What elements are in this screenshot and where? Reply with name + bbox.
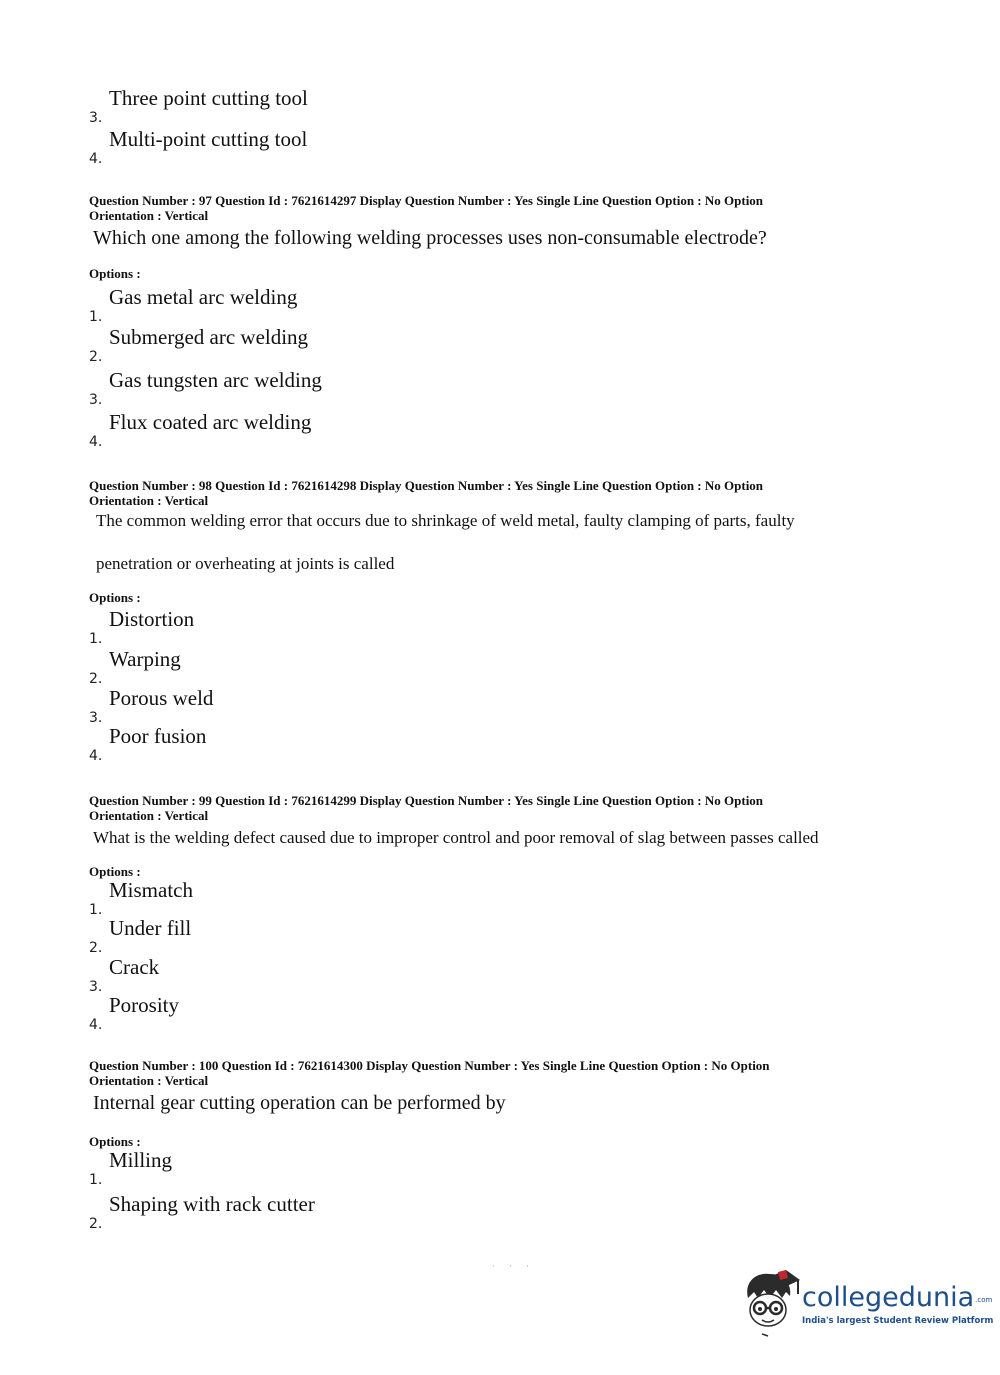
option-text: Flux coated arc welding (109, 410, 312, 434)
option-text: Gas metal arc welding (109, 285, 298, 309)
option-number: 2. (89, 940, 103, 956)
option-number: 4. (89, 1017, 103, 1033)
brand-text: collegedunia (802, 1282, 975, 1313)
option-number: 1. (89, 902, 103, 918)
option-text: Crack (109, 955, 160, 979)
brand-name (802, 1282, 992, 1313)
question-text: Internal gear cutting operation can be performed by (93, 1092, 506, 1114)
question-meta-line2: Orientation : Vertical (89, 208, 209, 223)
collegedunia-watermark (742, 1268, 994, 1340)
option-text: Poor fusion (109, 724, 207, 748)
option-number: 3. (89, 392, 103, 408)
option-number: 1. (89, 631, 103, 647)
question-text: Which one among the following welding processes uses non-consumable electrode? (93, 227, 767, 249)
option-number: 3. (89, 710, 103, 726)
option-text: Warping (109, 647, 181, 671)
brand-com: .com (975, 1296, 993, 1304)
question-meta-line1: Question Number : 97 Question Id : 7621614297 Display Question Number : Yes Single Line Question Option : No Option (89, 193, 764, 208)
option-text: Three point cutting tool (109, 86, 308, 110)
question-text: The common welding error that occurs due to shrinkage of weld metal, faulty clamping of parts, faulty (96, 511, 795, 530)
option-number: 4. (89, 748, 103, 764)
student-mascot-icon (742, 1268, 802, 1338)
options-label: Options : (89, 590, 141, 605)
question-meta-line1: Question Number : 100 Question Id : 7621614300 Display Question Number : Yes Single Line Question Option : No Option (89, 1058, 770, 1073)
option-number: 4. (89, 151, 103, 167)
options-label: Options : (89, 864, 141, 879)
option-number: 2. (89, 349, 103, 365)
question-meta-line2: Orientation : Vertical (89, 808, 209, 823)
option-number: 4. (89, 434, 103, 450)
option-text: Mismatch (109, 878, 193, 902)
question-meta (89, 193, 889, 223)
question-meta-line2: Orientation : Vertical (89, 1073, 209, 1088)
question-meta (89, 478, 889, 508)
option-text: Porosity (109, 993, 180, 1017)
option-text: Submerged arc welding (109, 325, 309, 349)
question-text: What is the welding defect caused due to improper control and poor removal of slag between passes called (93, 828, 819, 847)
option-text: Milling (109, 1148, 173, 1172)
brand-tagline: India's largest Student Review Platform (802, 1316, 994, 1326)
option-text: Multi-point cutting tool (109, 127, 308, 151)
option-text: Porous weld (109, 686, 214, 710)
question-meta-line1: Question Number : 99 Question Id : 7621614299 Display Question Number : Yes Single Line Question Option : No Option (89, 793, 764, 808)
option-number: 2. (89, 671, 103, 687)
question-meta (89, 1058, 889, 1088)
question-text-continued: penetration or overheating at joints is called (96, 554, 395, 573)
option-text: Shaping with rack cutter (109, 1192, 315, 1216)
options-label: Options : (89, 1134, 141, 1149)
option-text: Under fill (109, 916, 192, 940)
option-number: 3. (89, 979, 103, 995)
question-meta-line2: Orientation : Vertical (89, 493, 209, 508)
option-number: 1. (89, 1172, 103, 1188)
option-text: Gas tungsten arc welding (109, 368, 322, 392)
options-label: Options : (89, 266, 141, 281)
option-number: 2. (89, 1216, 103, 1232)
question-meta (89, 793, 889, 823)
option-text: Distortion (109, 607, 195, 631)
question-meta-line1: Question Number : 98 Question Id : 7621614298 Display Question Number : Yes Single Line Question Option : No Option (89, 478, 764, 493)
page-divider-dots: · · · (492, 1262, 535, 1271)
option-number: 3. (89, 110, 103, 126)
option-number: 1. (89, 309, 103, 325)
